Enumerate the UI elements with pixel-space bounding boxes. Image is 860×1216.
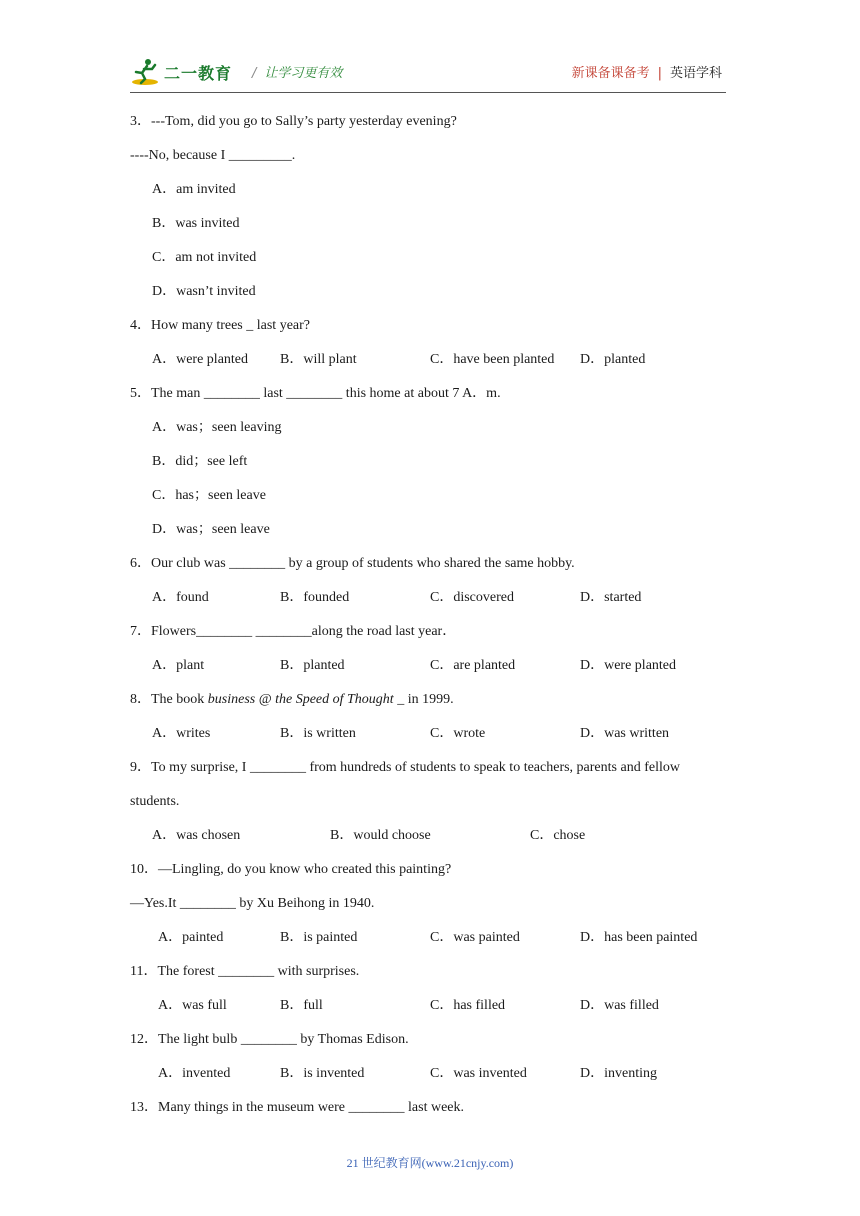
option: C．has filled — [430, 998, 506, 1013]
option: B．is invented — [280, 1066, 365, 1081]
question-10-response: —Yes.It ________ by Xu Beihong in 1940. — [130, 896, 375, 911]
option: A．am invited — [152, 182, 236, 197]
question-13-stem: 13．Many things in the museum were ________ last week. — [130, 1100, 465, 1115]
question-9-options — [130, 819, 730, 853]
question-12-stem: 12．The light bulb ________ by Thomas Edison. — [130, 1032, 409, 1047]
question-4-options — [130, 343, 730, 377]
header-separator: | — [657, 66, 662, 81]
question-8-options — [130, 717, 730, 751]
option: C．are planted — [430, 658, 516, 673]
option: C．discovered — [430, 590, 514, 605]
option: D．wasn’t invited — [152, 284, 256, 299]
option: B．full — [280, 998, 323, 1013]
question-3-response: ----No, because I _________. — [130, 148, 296, 163]
option: A．was full — [158, 998, 227, 1013]
option: B．was invited — [152, 216, 240, 231]
option: A．found — [152, 590, 209, 605]
option: A．invented — [158, 1066, 231, 1081]
question-9-stem: 9．To my surprise, I ________ from hundreds of students to speak to teachers, parents and fellow — [130, 760, 680, 775]
question-3-stem: 3．---Tom, did you go to Sally’s party yesterday evening? — [130, 114, 457, 129]
question-8-stem — [130, 683, 730, 717]
option: A．were planted — [152, 352, 249, 367]
option: A．writes — [152, 726, 211, 741]
subject-label: 英语学科 — [669, 66, 722, 81]
option: B．will plant — [280, 352, 357, 367]
option: C．was invented — [430, 1066, 527, 1081]
option: D．started — [580, 590, 642, 605]
option: D．was filled — [580, 998, 659, 1013]
option: C．have been planted — [430, 352, 555, 367]
option: D．were planted — [580, 658, 677, 673]
slogan-text: 让学习更有效 — [264, 66, 343, 81]
option: B．did；see left — [152, 454, 248, 469]
question-9-stem-continued: students. — [130, 794, 180, 809]
question-7-stem: 7．Flowers________ ________along the road last year． — [130, 624, 457, 639]
question-11-stem: 11．The forest ________ with surprises. — [130, 964, 360, 979]
slogan — [252, 62, 342, 81]
option: C．am not invited — [152, 250, 257, 265]
option: B．would choose — [330, 828, 431, 843]
question-10-stem: 10．—Lingling, do you know who created this painting? — [130, 862, 452, 877]
header-right — [572, 62, 722, 81]
option: D．inventing — [580, 1066, 657, 1081]
option: A．painted — [158, 930, 224, 945]
slogan-slash: / — [252, 66, 257, 81]
question-list — [130, 105, 730, 1125]
question-10-options — [130, 921, 730, 955]
book-title: business @ the Speed of Thought — [207, 692, 394, 707]
option: A．was；seen leaving — [152, 420, 282, 435]
question-7-options — [130, 649, 730, 683]
logo — [130, 56, 232, 88]
running-figure-icon — [130, 57, 160, 87]
option: A．was chosen — [152, 828, 241, 843]
option: C．has；seen leave — [152, 488, 266, 503]
page-footer: 21 世纪教育网(www.21cnjy.com) — [346, 1156, 514, 1170]
question-8-stem-end: _ in 1999. — [393, 692, 454, 707]
page-header — [130, 56, 726, 93]
option: B．founded — [280, 590, 350, 605]
option: D．was；seen leave — [152, 522, 270, 537]
question-12-options — [130, 1057, 730, 1091]
question-11-options — [130, 989, 730, 1023]
option: B．planted — [280, 658, 345, 673]
question-5-stem: 5．The man ________ last ________ this home at about 7 A．m. — [130, 386, 501, 401]
option: C．chose — [530, 828, 586, 843]
option: D．has been painted — [580, 930, 698, 945]
option: D．planted — [580, 352, 646, 367]
option: D．was written — [580, 726, 670, 741]
course-label: 新课备课备考 — [571, 66, 650, 81]
option: A．plant — [152, 658, 205, 673]
question-6-stem: 6．Our club was ________ by a group of students who shared the same hobby. — [130, 556, 575, 571]
option: C．wrote — [430, 726, 486, 741]
question-8-stem-start: 8．The book — [130, 692, 208, 707]
question-6-options — [130, 581, 730, 615]
option: B．is written — [280, 726, 356, 741]
option: B．is painted — [280, 930, 358, 945]
question-4-stem: 4．How many trees _ last year? — [130, 318, 310, 333]
logo-text: 二一教育 — [164, 63, 233, 83]
option: C．was painted — [430, 930, 520, 945]
